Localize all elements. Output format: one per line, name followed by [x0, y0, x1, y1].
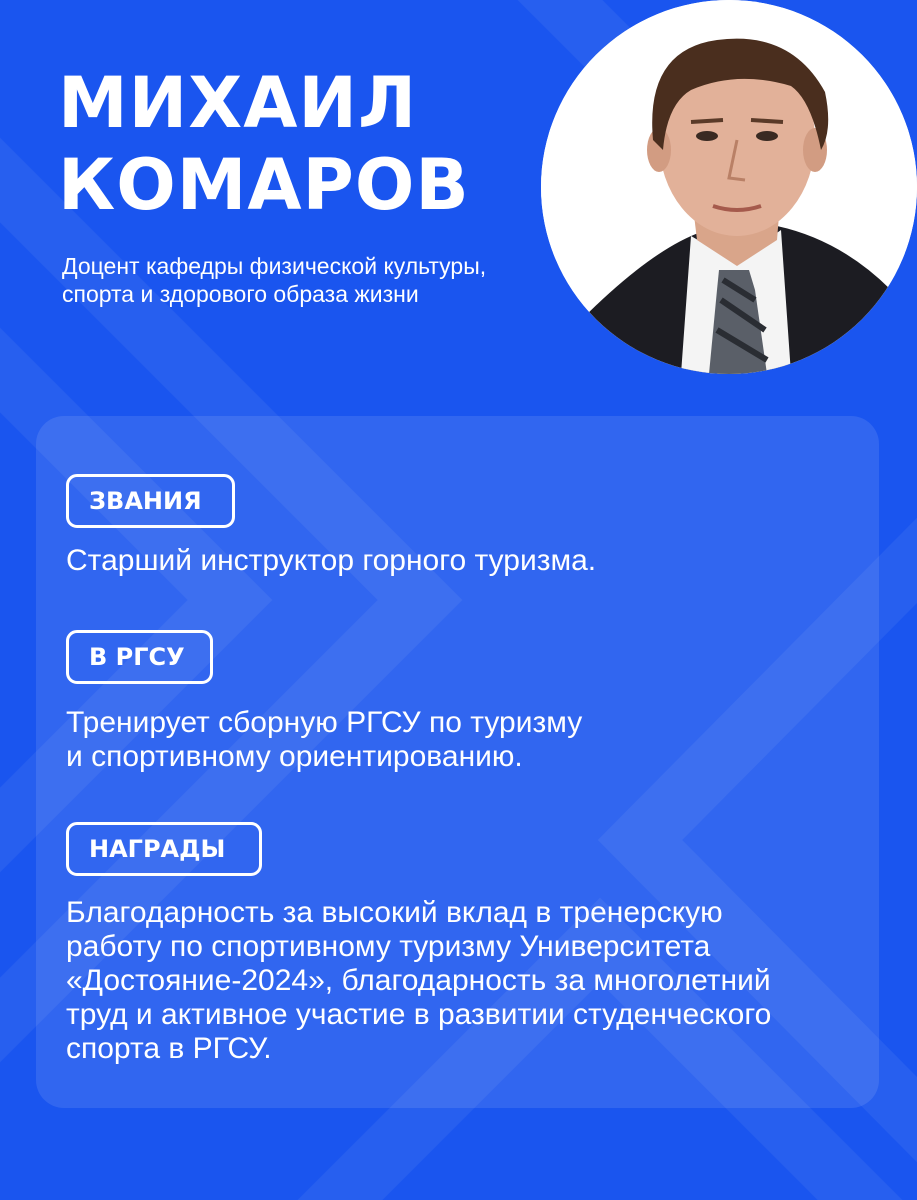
- section-badge-awards: НАГРАДЫ: [66, 822, 262, 876]
- position-line: спорта и здорового образа жизни: [62, 281, 419, 307]
- section-line: «Достояние-2024», благодарность за многолетний: [66, 964, 771, 997]
- section-text-rgsu: [66, 706, 866, 774]
- position-line: Доцент кафедры физической культуры,: [62, 253, 487, 279]
- section-line: Тренирует сборную РГСУ по туризму: [66, 706, 583, 739]
- section-line: спорта в РГСУ.: [66, 1032, 272, 1065]
- section-line: работу по спортивному туризму Университета: [66, 930, 711, 963]
- name-first: МИХАИЛ: [58, 62, 418, 144]
- section-line: труд и активное участие в развитии студенческого: [66, 998, 772, 1031]
- person-name: [58, 62, 470, 226]
- portrait-illustration: [541, 0, 917, 374]
- position-title: [62, 252, 562, 308]
- section-line: Благодарность за высокий вклад в тренерскую: [66, 896, 723, 929]
- section-badge-titles: ЗВАНИЯ: [66, 474, 235, 528]
- section-line: и спортивному ориентированию.: [66, 740, 523, 773]
- section-text-titles: [66, 544, 866, 578]
- section-line: Старший инструктор горного туризма.: [66, 544, 597, 577]
- section-badge-rgsu: В РГСУ: [66, 630, 213, 684]
- portrait-photo: [541, 0, 917, 374]
- name-last: КОМАРОВ: [58, 144, 470, 226]
- section-text-awards: [66, 896, 866, 1066]
